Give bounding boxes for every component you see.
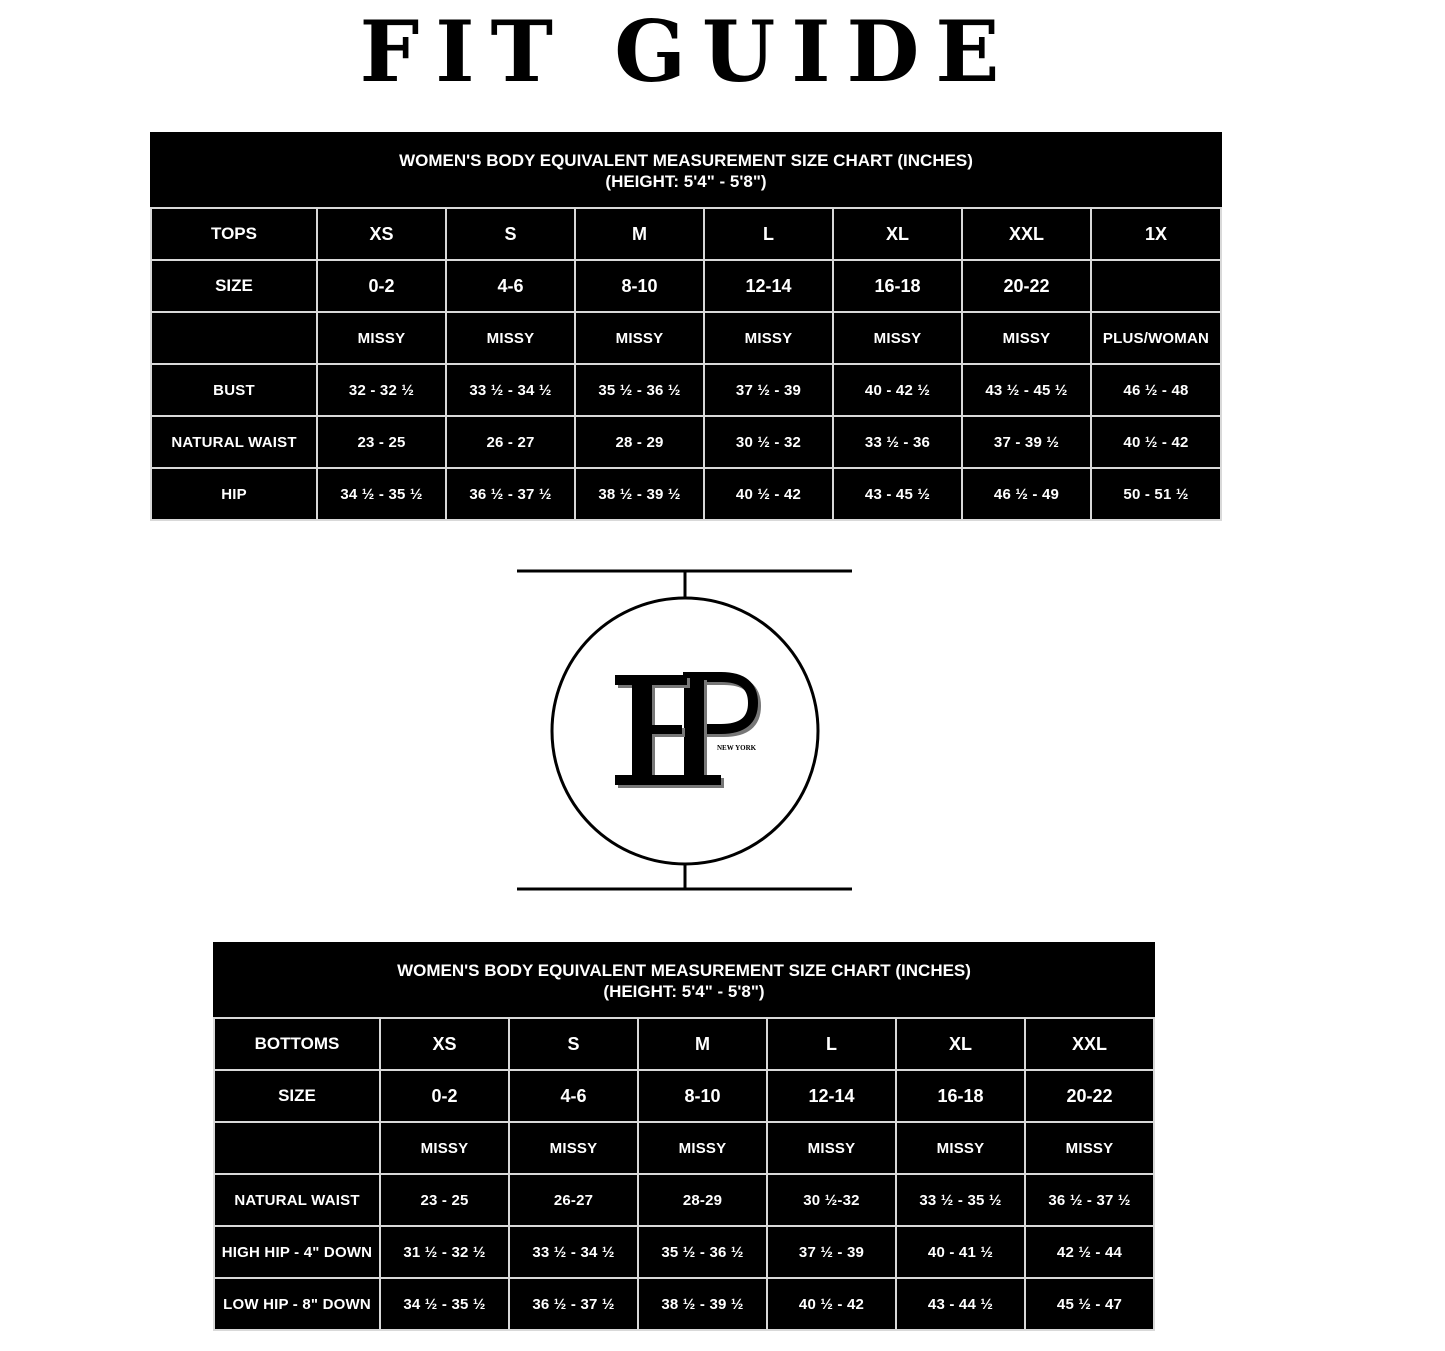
size-letter: XXL [962,208,1091,260]
size-number: 0-2 [317,260,446,312]
size-category: MISSY [767,1122,896,1174]
table-row [214,1122,1154,1174]
measurement-cell: 42 ½ - 44 [1025,1226,1154,1278]
size-category: MISSY [833,312,962,364]
size-category: PLUS/WOMAN [1091,312,1221,364]
row-label-empty [151,312,317,364]
measurement-cell: 46 ½ - 48 [1091,364,1221,416]
bottoms-size-chart [213,942,1155,1331]
measurement-cell: 33 ½ - 36 [833,416,962,468]
measurement-cell: 28-29 [638,1174,767,1226]
size-category: MISSY [638,1122,767,1174]
measurement-cell: 40 ½ - 42 [1091,416,1221,468]
row-label-low-hip: LOW HIP - 8" DOWN [214,1278,380,1330]
size-category: MISSY [380,1122,509,1174]
measurement-cell: 26 - 27 [446,416,575,468]
size-number: 20-22 [962,260,1091,312]
measurement-cell: 31 ½ - 32 ½ [380,1226,509,1278]
measurement-cell: 36 ½ - 37 ½ [1025,1174,1154,1226]
table-row [151,364,1221,416]
table-row [214,1174,1154,1226]
size-letter: XL [833,208,962,260]
chart-subtitle: (HEIGHT: 5'4" - 5'8") [605,171,767,191]
size-letter: XS [317,208,446,260]
chart-title: WOMEN'S BODY EQUIVALENT MEASUREMENT SIZE CHART (INCHES) [399,150,973,170]
table-row [151,416,1221,468]
table-row [151,260,1221,312]
measurement-cell: 26-27 [509,1174,638,1226]
size-letter: S [509,1018,638,1070]
size-letter: S [446,208,575,260]
size-number: 16-18 [896,1070,1025,1122]
chart-subtitle: (HEIGHT: 5'4" - 5'8") [603,981,765,1001]
brand-logo [515,567,855,893]
logo-tagline: NEW YORK [717,744,757,752]
size-number [1091,260,1221,312]
size-category: MISSY [317,312,446,364]
measurement-cell: 43 ½ - 45 ½ [962,364,1091,416]
size-letter: M [575,208,704,260]
chart-header [151,133,1221,208]
table-row [151,468,1221,520]
measurement-cell: 40 - 41 ½ [896,1226,1025,1278]
measurement-cell: 50 - 51 ½ [1091,468,1221,520]
measurement-cell: 23 - 25 [380,1174,509,1226]
measurement-cell: 46 ½ - 49 [962,468,1091,520]
measurement-cell: 34 ½ - 35 ½ [380,1278,509,1330]
size-letter: L [704,208,833,260]
size-category: MISSY [896,1122,1025,1174]
size-number: 0-2 [380,1070,509,1122]
tops-size-chart [150,132,1222,521]
size-letter: 1X [1091,208,1221,260]
size-number: 12-14 [767,1070,896,1122]
row-label-bust: BUST [151,364,317,416]
size-category: MISSY [509,1122,638,1174]
measurement-cell: 37 ½ - 39 [767,1226,896,1278]
measurement-cell: 23 - 25 [317,416,446,468]
measurement-cell: 43 - 45 ½ [833,468,962,520]
row-label-empty [214,1122,380,1174]
measurement-cell: 32 - 32 ½ [317,364,446,416]
size-number: 4-6 [446,260,575,312]
row-label-hip: HIP [151,468,317,520]
chart-title: WOMEN'S BODY EQUIVALENT MEASUREMENT SIZE CHART (INCHES) [397,960,971,980]
size-letter: XXL [1025,1018,1154,1070]
table-row [151,208,1221,260]
row-label-natural-waist: NATURAL WAIST [214,1174,380,1226]
row-label-high-hip: HIGH HIP - 4" DOWN [214,1226,380,1278]
row-label-bottoms: BOTTOMS [214,1018,380,1070]
chart-header [214,943,1154,1018]
size-category: MISSY [575,312,704,364]
size-number: 20-22 [1025,1070,1154,1122]
measurement-cell: 40 ½ - 42 [767,1278,896,1330]
size-category: MISSY [446,312,575,364]
size-number: 8-10 [638,1070,767,1122]
ep-monogram-icon [515,567,855,893]
size-letter: XS [380,1018,509,1070]
size-category: MISSY [1025,1122,1154,1174]
row-label-size: SIZE [151,260,317,312]
size-category: MISSY [704,312,833,364]
size-number: 16-18 [833,260,962,312]
size-number: 12-14 [704,260,833,312]
measurement-cell: 35 ½ - 36 ½ [575,364,704,416]
measurement-cell: 38 ½ - 39 ½ [638,1278,767,1330]
size-number: 4-6 [509,1070,638,1122]
size-number: 8-10 [575,260,704,312]
table-row [214,1070,1154,1122]
size-letter: XL [896,1018,1025,1070]
measurement-cell: 33 ½ - 35 ½ [896,1174,1025,1226]
row-label-tops: TOPS [151,208,317,260]
measurement-cell: 45 ½ - 47 [1025,1278,1154,1330]
page-title: FIT GUIDE [359,2,1016,101]
measurement-cell: 30 ½-32 [767,1174,896,1226]
measurement-cell: 37 ½ - 39 [704,364,833,416]
measurement-cell: 35 ½ - 36 ½ [638,1226,767,1278]
measurement-cell: 38 ½ - 39 ½ [575,468,704,520]
row-label-natural-waist: NATURAL WAIST [151,416,317,468]
measurement-cell: 33 ½ - 34 ½ [509,1226,638,1278]
row-label-size: SIZE [214,1070,380,1122]
table-row [214,1278,1154,1330]
size-letter: M [638,1018,767,1070]
measurement-cell: 40 - 42 ½ [833,364,962,416]
table-row [214,1226,1154,1278]
table-row [214,1018,1154,1070]
measurement-cell: 34 ½ - 35 ½ [317,468,446,520]
measurement-cell: 36 ½ - 37 ½ [509,1278,638,1330]
table-row [151,312,1221,364]
measurement-cell: 28 - 29 [575,416,704,468]
measurement-cell: 37 - 39 ½ [962,416,1091,468]
measurement-cell: 33 ½ - 34 ½ [446,364,575,416]
measurement-cell: 43 - 44 ½ [896,1278,1025,1330]
measurement-cell: 36 ½ - 37 ½ [446,468,575,520]
size-letter: L [767,1018,896,1070]
measurement-cell: 40 ½ - 42 [704,468,833,520]
size-category: MISSY [962,312,1091,364]
measurement-cell: 30 ½ - 32 [704,416,833,468]
